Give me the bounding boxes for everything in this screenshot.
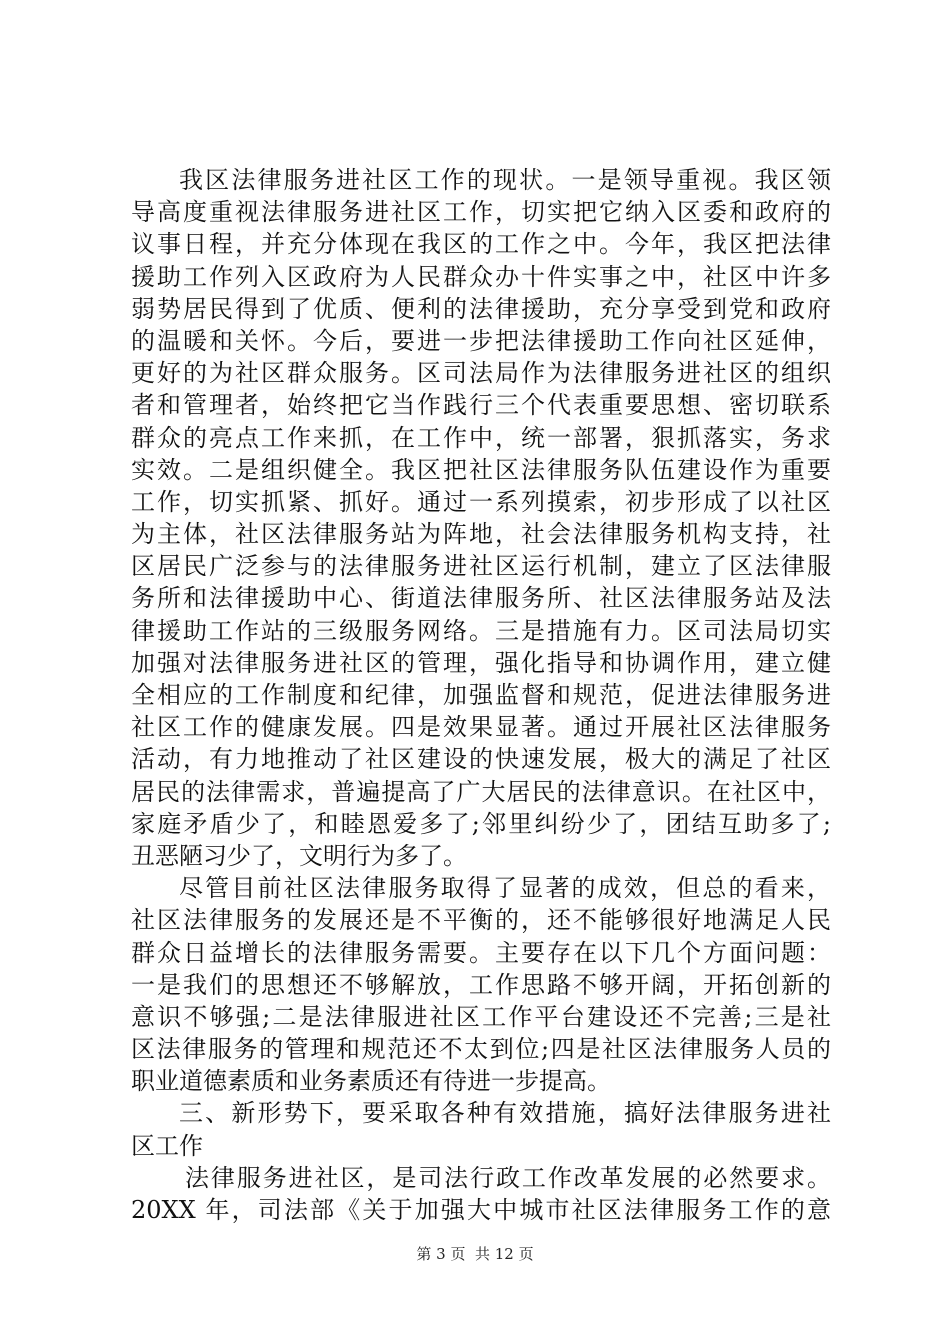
text-line: 丑恶陋习少了，文明行为多了。	[131, 841, 467, 870]
text-line: 援助工作列入区政府为人民群众办十件实事之中，社区中许多	[131, 262, 831, 291]
text-line: 为主体，社区法律服务站为阵地，社会法律服务机构支持，社	[131, 520, 831, 549]
text-line: 我区法律服务进社区工作的现状。一是领导重视。我区领	[179, 166, 831, 194]
text-line: 意识不够强;二是法律服进社区工作平台建设还不完善;三是社	[131, 1002, 831, 1031]
text-line: 群众的亮点工作来抓，在工作中，统一部署，狠抓落实，务求	[131, 423, 831, 452]
text-line: 一是我们的思想还不够解放，工作思路不够开阔，开拓创新的	[131, 970, 831, 999]
text-line: 尽管目前社区法律服务取得了显著的成效，但总的看来，	[179, 874, 831, 903]
text-line: 实效。二是组织健全。我区把社区法律服务队伍建设作为重要	[131, 455, 831, 484]
text-line: 加强对法律服务进社区的管理，强化指导和协调作用，建立健	[131, 648, 831, 677]
page-number-footer: 第 3 页 共 12 页	[416, 1245, 534, 1263]
text-line: 议事日程，并充分体现在我区的工作之中。今年，我区把法律	[131, 230, 831, 259]
section-heading-line: 区工作	[131, 1131, 203, 1160]
text-line: 社区工作的健康发展。四是效果显著。通过开展社区法律服务	[131, 713, 831, 742]
text-line: 工作，切实抓紧、抓好。通过一系列摸索，初步形成了以社区	[131, 487, 831, 516]
text-line: 全相应的工作制度和纪律，加强监督和规范，促进法律服务进	[131, 681, 831, 709]
text-line: 活动，有力地推动了社区建设的快速发展，极大的满足了社区	[131, 745, 831, 774]
text-line: 区居民广泛参与的法律服务进社区运行机制，建立了区法律服	[131, 552, 831, 581]
text-line: 区法律服务的管理和规范还不太到位;四是社区法律服务人员的	[131, 1035, 831, 1064]
section-heading-line: 三、新形势下，要采取各种有效措施，搞好法律服务进社	[179, 1099, 831, 1128]
text-line: 的温暖和关怀。今后，要进一步把法律援助工作向社区延伸，	[131, 326, 831, 355]
document-body	[131, 164, 831, 1226]
text-line: 法律服务进社区，是司法行政工作改革发展的必然要求。	[185, 1163, 831, 1192]
text-line: 者和管理者，始终把它当作践行三个代表重要思想、密切联系	[131, 391, 831, 420]
text-line: 导高度重视法律服务进社区工作，切实把它纳入区委和政府的	[131, 198, 831, 227]
text-line: 务所和法律援助中心、街道法律服务所、社区法律服务站及法	[131, 584, 831, 613]
text-line: 社区法律服务的发展还是不平衡的，还不能够很好地满足人民	[131, 906, 831, 935]
text-line: 家庭矛盾少了，和睦恩爱多了;邻里纠纷少了，团结互助多了;	[131, 809, 831, 838]
text-line: 更好的为社区群众服务。区司法局作为法律服务进社区的组织	[131, 359, 831, 388]
text-line: 群众日益增长的法律服务需要。主要存在以下几个方面问题：	[131, 938, 831, 967]
text-line: 职业道德素质和业务素质还有待进一步提高。	[131, 1067, 611, 1096]
text-line: 20XX 年，司法部《关于加强大中城市社区法律服务工作的意	[131, 1196, 831, 1224]
text-line: 弱势居民得到了优质、便利的法律援助，充分享受到党和政府	[131, 294, 831, 323]
text-line: 律援助工作站的三级服务网络。三是措施有力。区司法局切实	[131, 616, 831, 645]
text-line: 居民的法律需求，普遍提高了广大居民的法律意识。在社区中，	[131, 777, 831, 806]
